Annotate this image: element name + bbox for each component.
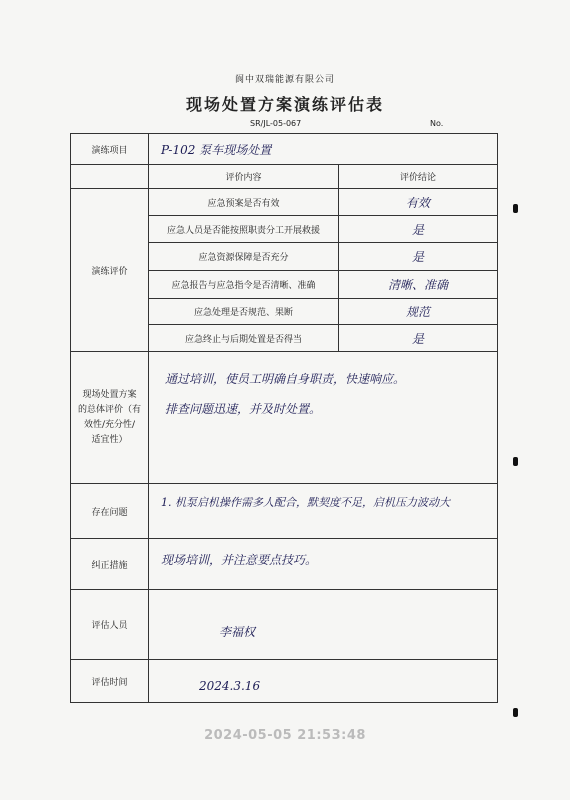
issues-value: 1. 机泵启机操作需多人配合，默契度不足，启机压力波动大 (149, 484, 498, 539)
eval-time-label: 评估时间 (71, 660, 149, 703)
eval-content-header: 评价内容 (149, 165, 339, 189)
issues-row (71, 484, 498, 539)
eval-conclusion-header: 评价结论 (339, 165, 498, 189)
corrective-label: 纠正措施 (71, 539, 149, 590)
overall-evaluation-row (71, 352, 498, 484)
corrective-value: 现场培训，并注意要点技巧。 (149, 539, 498, 590)
criteria-conclusion: 是 (339, 325, 498, 352)
scan-timestamp: 2024-05-05 21:53:48 (204, 728, 366, 743)
drill-item-value: P-102 泵车现场处置 (149, 134, 498, 165)
criteria-content: 应急人员是否能按照职责分工开展救援 (149, 216, 339, 243)
company-name: 阆中双瑞能源有限公司 (234, 75, 335, 85)
criteria-content: 应急预案是否有效 (149, 189, 339, 216)
eval-time-value: 2024.3.16 (149, 660, 498, 703)
corrective-row (71, 539, 498, 590)
criteria-conclusion: 清晰、准确 (339, 271, 498, 299)
evaluation-table (70, 133, 498, 703)
criteria-content: 应急终止与后期处置是否得当 (149, 325, 339, 352)
overall-evaluation-value: 通过培训，使员工明确自身职责，快速响应。 排查问题迅速，并及时处置。 (149, 352, 498, 484)
criteria-conclusion: 是 (339, 243, 498, 271)
assessor-row (71, 590, 498, 660)
document-number: SR/JL-05-067 (250, 119, 302, 128)
criteria-row (71, 189, 498, 216)
eval-time-row (71, 660, 498, 703)
drill-item-label: 演练项目 (71, 134, 149, 165)
serial-number-label: No. (430, 119, 444, 128)
criteria-conclusion: 规范 (339, 299, 498, 325)
form-title: 现场处置方案演练评估表 (185, 95, 384, 114)
criteria-conclusion: 是 (339, 216, 498, 243)
binder-hole-mark (513, 204, 518, 213)
criteria-content: 应急资源保障是否充分 (149, 243, 339, 271)
criteria-content: 应急处理是否规范、果断 (149, 299, 339, 325)
issues-label: 存在问题 (71, 484, 149, 539)
assessor-label: 评估人员 (71, 590, 149, 660)
criteria-header-row (71, 165, 498, 189)
assessor-value: 李福权 (149, 590, 498, 660)
criteria-content: 应急报告与应急指令是否清晰、准确 (149, 271, 339, 299)
binder-hole-mark (513, 708, 518, 717)
overall-evaluation-label: 现场处置方案 的总体评价（有 效性/充分性/ 适宜性） (71, 352, 149, 484)
drill-evaluation-label: 演练评价 (71, 189, 149, 352)
drill-item-row (71, 134, 498, 165)
criteria-conclusion: 有效 (339, 189, 498, 216)
binder-hole-mark (513, 457, 518, 466)
